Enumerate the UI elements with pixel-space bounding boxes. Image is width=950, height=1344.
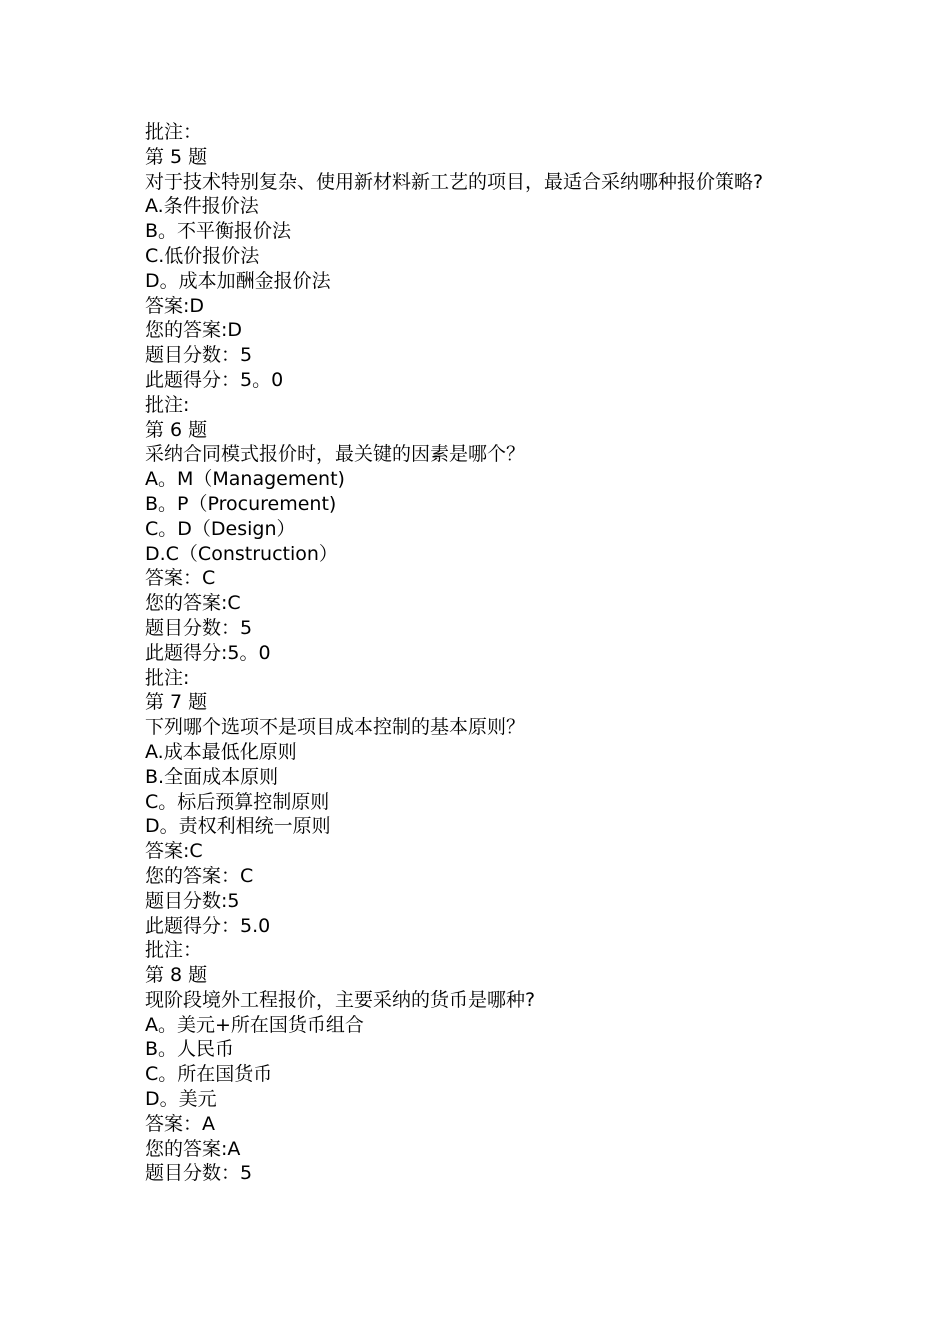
- annotation-label: 批注:: [145, 393, 190, 416]
- annotation-label: 批注:: [145, 666, 190, 689]
- option-b: B。P（Procurement): [145, 492, 337, 515]
- document-body: [145, 120, 825, 1186]
- earned-score: 此题得分：5。0: [145, 368, 284, 391]
- question-number: 第 5 题: [145, 145, 208, 168]
- correct-answer: 答案:D: [145, 294, 205, 317]
- correct-answer: 答案:C: [145, 840, 203, 863]
- option-a: A。M（Management): [145, 468, 345, 491]
- option-b: B。不平衡报价法: [145, 220, 292, 243]
- question-score: 题目分数:5: [145, 889, 240, 912]
- question-text: 现阶段境外工程报价，主要采纳的货币是哪种?: [145, 988, 536, 1011]
- your-answer: 您的答案:D: [145, 319, 243, 342]
- earned-score: 此题得分：5.0: [145, 914, 271, 937]
- question-text: 采纳合同模式报价时，最关键的因素是哪个？: [145, 443, 526, 466]
- earned-score: 此题得分:5。0: [145, 641, 271, 664]
- annotation-label: 批注：: [145, 121, 203, 143]
- option-b: B.全面成本原则: [145, 765, 279, 788]
- option-a: A.成本最低化原则: [145, 740, 297, 763]
- option-d: D。美元: [145, 1088, 217, 1111]
- option-a: A。美元+所在国货币组合: [145, 1013, 364, 1036]
- correct-answer: 答案：C: [145, 567, 216, 590]
- question-score: 题目分数：5: [145, 616, 253, 639]
- question-number: 第 8 题: [145, 964, 208, 987]
- option-c: C。标后预算控制原则: [145, 790, 330, 813]
- option-c: C。D（Design）: [145, 517, 296, 540]
- option-b: B。人民币: [145, 1038, 235, 1061]
- option-c: C。所在国货币: [145, 1063, 273, 1086]
- annotation-label: 批注：: [145, 939, 203, 962]
- question-text: 对于技术特别复杂、使用新材料新工艺的项目，最适合采纳哪种报价策略?: [145, 170, 764, 193]
- option-d: D。成本加酬金报价法: [145, 269, 331, 292]
- question-number: 第 7 题: [145, 691, 208, 714]
- question-text: 下列哪个选项不是项目成本控制的基本原则？: [145, 716, 526, 739]
- question-score: 题目分数：5: [145, 344, 253, 367]
- correct-answer: 答案：A: [145, 1112, 215, 1135]
- your-answer: 您的答案:A: [145, 1137, 241, 1160]
- your-answer: 您的答案：C: [145, 864, 254, 887]
- option-a: A.条件报价法: [145, 195, 259, 218]
- question-number: 第 6 题: [145, 418, 208, 441]
- option-d: D。责权利相统一原则: [145, 815, 331, 838]
- question-score: 题目分数：5: [145, 1162, 253, 1185]
- option-d: D.C（Construction）: [145, 542, 338, 565]
- your-answer: 您的答案:C: [145, 592, 241, 615]
- option-c: C.低价报价法: [145, 244, 260, 267]
